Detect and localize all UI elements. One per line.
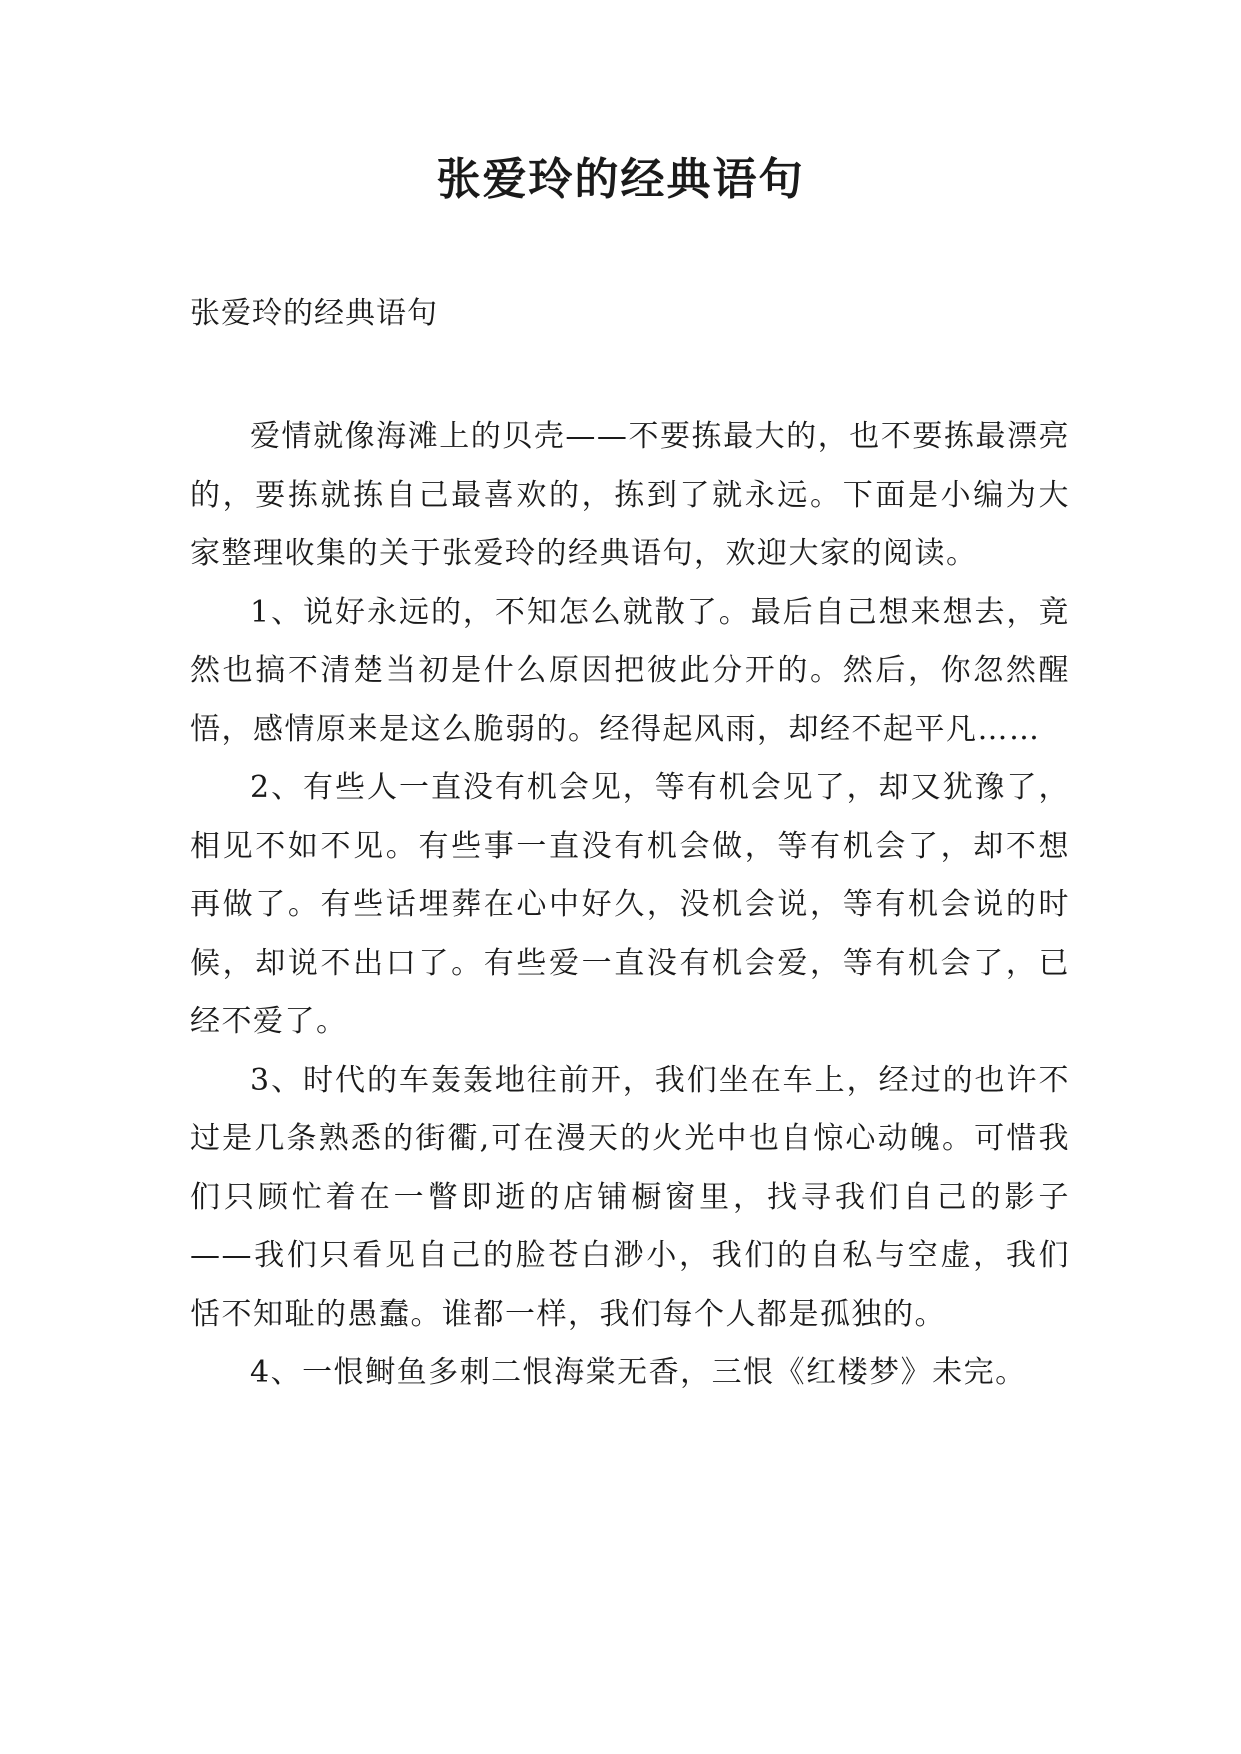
intro-paragraph: 爱情就像海滩上的贝壳——不要拣最大的，也不要拣最漂亮的，要拣就拣自己最喜欢的，拣到了就永远。下面是小编为大家整理收集的关于张爱玲的经典语句，欢迎大家的阅读。 [190,419,1070,571]
quote-paragraph-3: 3、时代的车轰轰地往前开，我们坐在车上，经过的也许不过是几条熟悉的街衢,可在漫天的火光中也自惊心动魄。可惜我们只顾忙着在一瞥即逝的店铺橱窗里，找寻我们自己的影子——我们只看见自己的脸苍白渺小，我们的自私与空虚，我们恬不知耻的愚蠢。谁都一样，我们每个人都是孤独的。 [190,1062,1070,1332]
document-title: 张爱玲的经典语句 [436,154,805,205]
document-subtitle: 张爱玲的经典语句 [190,296,438,331]
document-body [190,408,1070,1403]
quote-paragraph-4: 4、一恨鲥鱼多刺二恨海棠无香，三恨《红楼梦》未完。 [250,1355,1027,1390]
quote-paragraph-1: 1、说好永远的，不知怎么就散了。最后自己想来想去，竟然也搞不清楚当初是什么原因把彼此分开的。然后，你忽然醒悟，感情原来是这么脆弱的。经得起风雨，却经不起平凡…… [190,594,1070,747]
quote-paragraph-2: 2、有些人一直没有机会见，等有机会见了，却又犹豫了，相见不如不见。有些事一直没有机会做，等有机会了，却不想再做了。有些话埋葬在心中好久，没机会说，等有机会说的时候，却说不出口了。有些爱一直没有机会爱，等有机会了，已经不爱了。 [190,770,1070,1039]
